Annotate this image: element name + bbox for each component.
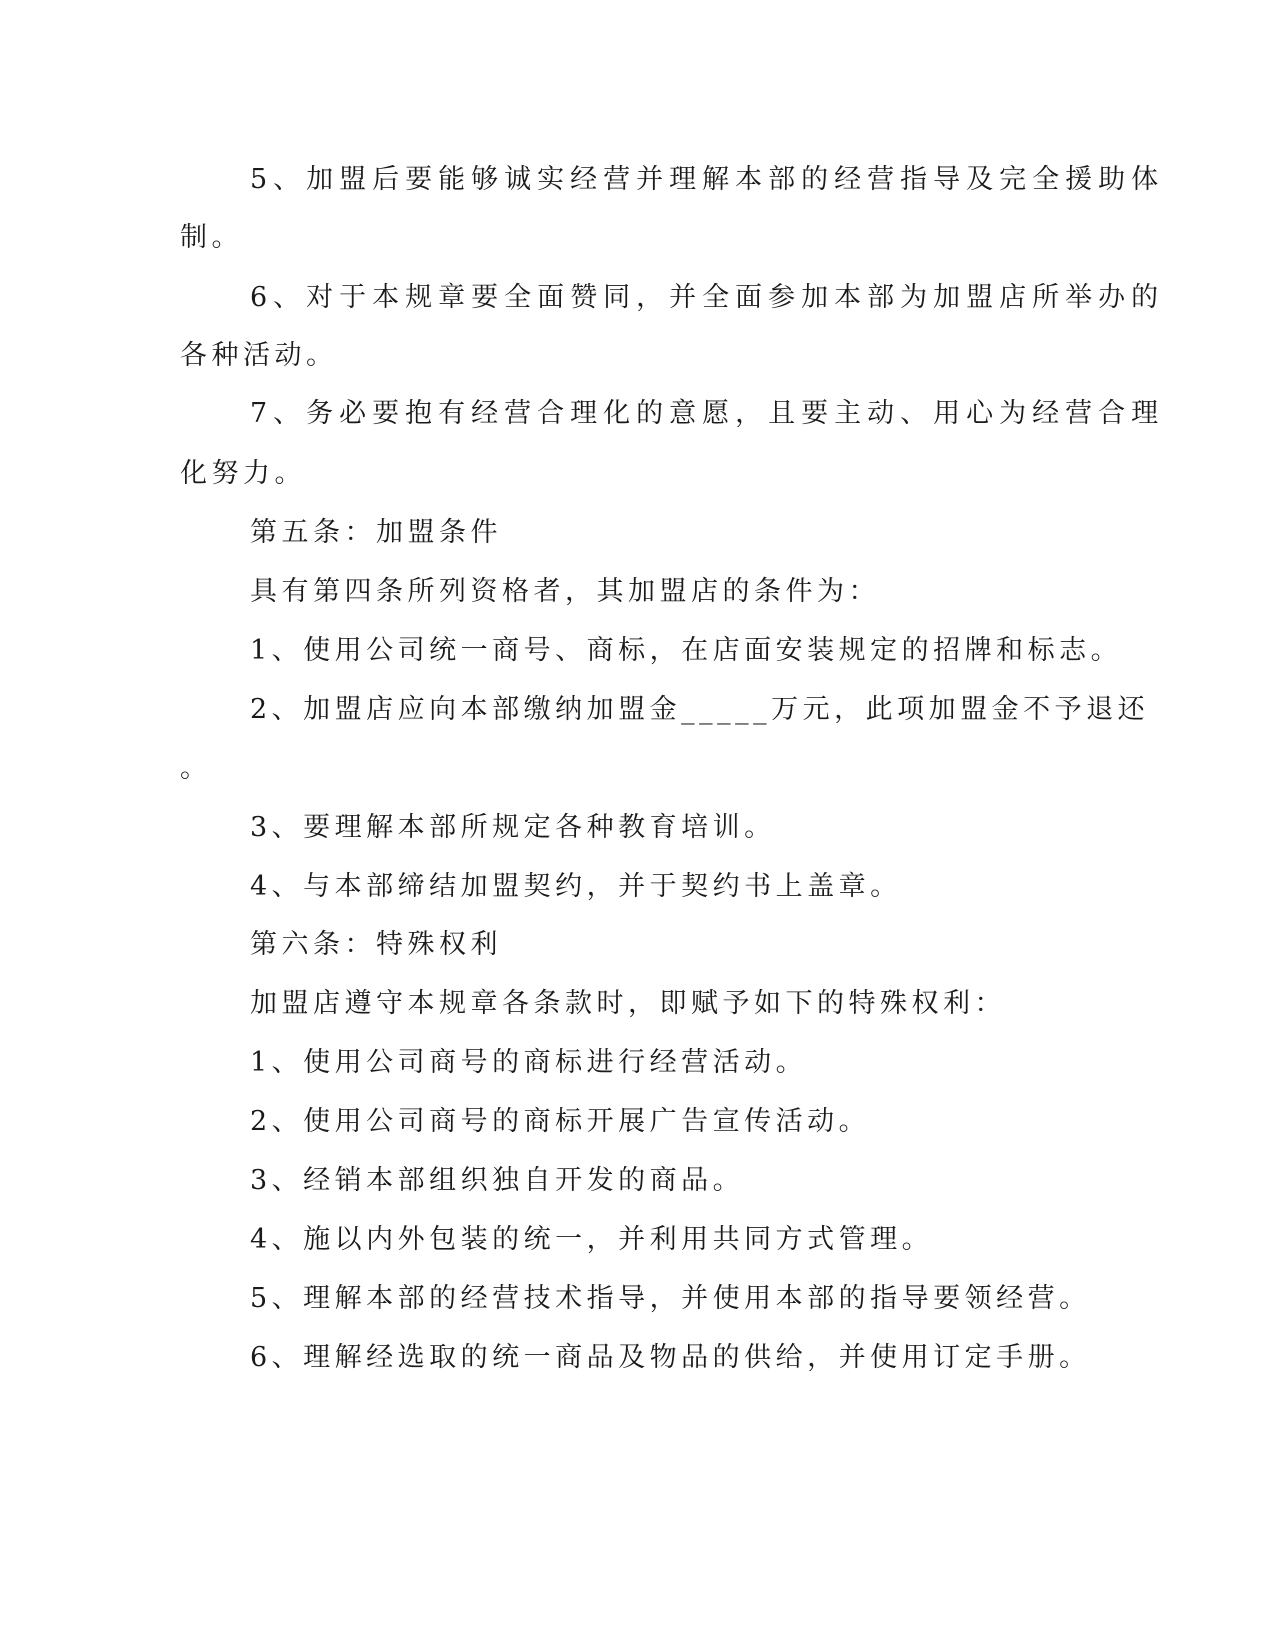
text-line: 4、施以内外包装的统一，并利用共同方式管理。: [250, 1224, 934, 1255]
text-line: 2、使用公司商号的商标开展广告宣传活动。: [250, 1106, 871, 1137]
text-line: 1、使用公司商号的商标进行经营活动。: [250, 1047, 808, 1078]
text-line: 3、经销本部组织独自开发的商品。: [250, 1165, 745, 1196]
text-line: 7、务必要抱有经营合理化的意愿，且要主动、用心为经营合理: [250, 398, 1165, 429]
text-line: 化努力。: [180, 458, 306, 489]
text-line: 具有第四条所列资格者，其加盟店的条件为：: [250, 576, 880, 607]
text-line: 2、加盟店应向本部缴纳加盟金_____万元，此项加盟金不予退还: [250, 694, 1150, 725]
text-line: 。: [180, 753, 212, 784]
section-heading: 第五条：加盟条件: [250, 517, 502, 548]
text-line: 5、理解本部的经营技术指导，并使用本部的指导要领经营。: [250, 1283, 1091, 1314]
text-line: 各种活动。: [180, 340, 338, 371]
text-line: 6、对于本规章要全面赞同，并全面参加本部为加盟店所举办的: [250, 282, 1165, 313]
text-line: 3、要理解本部所规定各种教育培训。: [250, 812, 776, 843]
text-line: 1、使用公司统一商号、商标，在店面安装规定的招牌和标志。: [250, 635, 1123, 666]
text-line: 5、加盟后要能够诚实经营并理解本部的经营指导及完全援助体: [250, 164, 1165, 195]
text-line: 4、与本部缔结加盟契约，并于契约书上盖章。: [250, 871, 902, 902]
text-line: 制。: [180, 222, 243, 253]
text-line: 6、理解经选取的统一商品及物品的供给，并使用订定手册。: [250, 1342, 1091, 1373]
section-heading: 第六条：特殊权利: [250, 929, 502, 960]
text-line: 加盟店遵守本规章各条款时，即赋予如下的特殊权利：: [250, 988, 1006, 1019]
